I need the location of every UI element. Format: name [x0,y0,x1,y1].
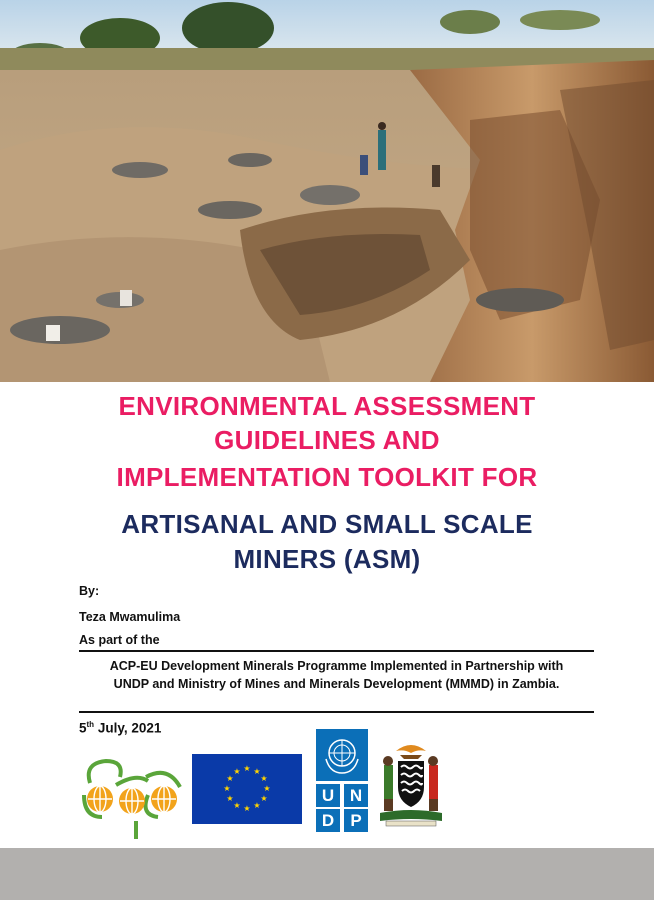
eu-flag-logo-icon [192,754,302,824]
date-suffix: th [86,720,95,729]
svg-text:★: ★ [253,801,261,810]
author-name: Teza Mwamulima [79,610,181,624]
divider-bottom [79,711,594,713]
svg-text:★: ★ [223,784,231,793]
undp-letter-d: D [321,811,335,830]
title-line-1: ENVIRONMENTAL ASSESSMENT [118,391,536,421]
as-part-of-label: As part of the [79,633,160,647]
svg-text:★: ★ [260,774,268,783]
programme-line-2: UNDP and Ministry of Mines and Minerals Development (MMMD) in Zambia. [113,677,560,691]
programme-line-1: ACP-EU Development Minerals Programme Implemented in Partnership with [109,659,564,673]
footer-band [0,848,654,900]
subtitle-line-1: ARTISANAL AND SMALL SCALE [121,509,533,539]
svg-text:★: ★ [233,801,241,810]
quarry-photo-icon [0,0,654,382]
zambia-coat-of-arms-icon [374,737,448,829]
undp-letter-n: N [349,786,363,805]
subtitle-line-2: MINERS (ASM) [233,544,421,574]
acp-logo-icon [76,755,184,840]
svg-text:★: ★ [243,804,251,813]
svg-text:★: ★ [253,767,261,776]
title-line-3: IMPLEMENTATION TOOLKIT FOR [116,462,538,492]
svg-text:★: ★ [243,764,251,773]
svg-text:★: ★ [226,774,234,783]
publication-date [79,720,161,736]
title-line-2: GUIDELINES AND [214,425,440,455]
by-label: By: [79,584,100,598]
cover-photo [0,0,654,382]
undp-logo-icon [316,729,368,832]
svg-text:★: ★ [233,767,241,776]
date-month-year: July, 2021 [94,720,162,736]
undp-letter-u: U [321,786,335,805]
svg-text:★: ★ [226,794,234,803]
divider-top [79,650,594,652]
undp-letter-p: P [350,811,362,830]
svg-text:★: ★ [263,784,271,793]
date-day: 5 [79,720,87,736]
svg-text:★: ★ [260,794,268,803]
